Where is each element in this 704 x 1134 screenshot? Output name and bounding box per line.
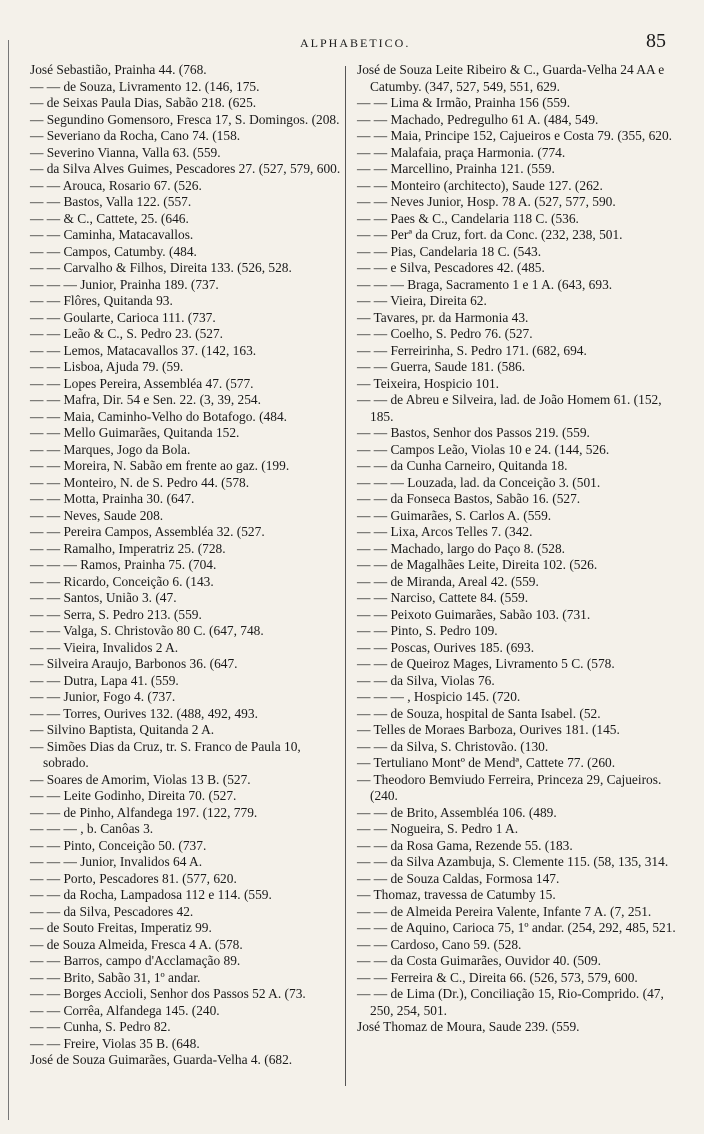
directory-entry: — — Moreira, N. Sabão em frente ao gaz. (199. xyxy=(30,458,290,473)
directory-entry: — — Monteiro (architecto), Saude 127. (262. xyxy=(357,177,603,193)
directory-entry: — Theodoro Bemviudo Ferreira, Princeza 29, Cajueiros. (240. xyxy=(357,771,662,803)
running-title: ALPHABETICO. xyxy=(300,36,411,50)
directory-entry: — — de Aquino, Carioca 75, 1º andar. (254, 292, 485, 521. xyxy=(357,920,676,935)
directory-entry: — — Barros, campo d'Acclamação 89. xyxy=(30,953,241,968)
directory-entry: — — — Junior, Prainha 189. (737. xyxy=(30,276,219,292)
directory-entry: — — Valga, S. Christovão 80 C. (647, 748. xyxy=(30,623,264,638)
directory-entry: — — Carvalho & Filhos, Direita 133. (526, 528. xyxy=(30,260,292,275)
directory-entry: — — Pinto, Conceição 50. (737. xyxy=(30,837,207,853)
directory-entry: — — Bastos, Senhor dos Passos 219. (559. xyxy=(357,425,590,440)
directory-entry: — — de Brito, Assembléa 106. (489. xyxy=(357,804,557,820)
directory-entry: José Thomaz de Moura, Saude 239. (559. xyxy=(357,1019,580,1034)
directory-entry: — — e Silva, Pescadores 42. (485. xyxy=(357,260,545,275)
directory-entry: — — da Silva Azambuja, S. Clemente 115. (58, 135, 314. xyxy=(357,854,669,869)
directory-entry: — Severiano da Rocha, Cano 74. (158. xyxy=(30,128,241,143)
directory-entry: — — Malafaia, praça Harmonia. (774. xyxy=(357,144,566,160)
directory-entry: — — Lima & Irmão, Prainha 156 (559. xyxy=(357,95,571,110)
directory-entry: — — Borges Accioli, Senhor dos Passos 52 A. (73. xyxy=(30,986,306,1001)
page-header xyxy=(0,28,704,58)
directory-entry: — — Poscas, Ourives 185. (693. xyxy=(357,639,535,655)
directory-entry: — — Pinto, S. Pedro 109. xyxy=(357,623,498,638)
directory-entry: — — de Almeida Pereira Valente, Infante 7 A. (7, 251. xyxy=(357,903,652,919)
directory-entry: — — Vieira, Direita 62. xyxy=(357,293,487,308)
directory-entry: — — de Magalhães Leite, Direita 102. (526. xyxy=(357,557,598,572)
directory-entry: — — Cunha, S. Pedro 82. xyxy=(30,1019,171,1034)
directory-entry: — — Campos, Catumby. (484. xyxy=(30,243,197,259)
directory-entry: — — de Souza, hospital de Santa Isabel. (52. xyxy=(357,705,601,721)
directory-entry: — — Junior, Fogo 4. (737. xyxy=(30,689,176,704)
directory-entry: — — Guerra, Saude 181. (586. xyxy=(357,359,526,374)
directory-entry: — — Flôres, Quitanda 93. xyxy=(30,293,173,308)
directory-entry: — Tavares, pr. da Harmonia 43. xyxy=(357,309,529,325)
directory-entry: — — Vieira, Invalidos 2 A. xyxy=(30,639,179,655)
directory-entry: — — da Fonseca Bastos, Sabão 16. (527. xyxy=(357,491,581,506)
directory-entry: — — Guimarães, S. Carlos A. (559. xyxy=(357,507,552,523)
directory-entry: — Silvino Baptista, Quitanda 2 A. xyxy=(30,722,215,737)
directory-entry: — — Pias, Candelaria 18 C. (543. xyxy=(357,243,542,259)
directory-entry: — — & C., Cattete, 25. (646. xyxy=(30,210,189,226)
directory-entry: — — Bastos, Valla 122. (557. xyxy=(30,194,192,209)
directory-entry: — — Motta, Prainha 30. (647. xyxy=(30,491,195,506)
directory-entry: — — Ricardo, Conceição 6. (143. xyxy=(30,573,214,589)
directory-entry: — — — Louzada, lad. da Conceição 3. (501. xyxy=(357,474,601,490)
directory-entry: — — Neves Junior, Hosp. 78 A. (527, 577, 590. xyxy=(357,194,616,209)
directory-entry: — — da Silva, Violas 76. xyxy=(357,672,495,688)
directory-entry: — — de Miranda, Areal 42. (559. xyxy=(357,573,539,589)
directory-entry: — — Coelho, S. Pedro 76. (527. xyxy=(357,326,533,341)
directory-entry: — da Silva Alves Guimes, Pescadores 27. (527, 579, 600. xyxy=(30,161,341,176)
directory-entry: — — Marques, Jogo da Bola. xyxy=(30,441,191,457)
directory-entry: — Tertuliano Montº de Mendª, Cattete 77. (260. xyxy=(357,755,616,770)
directory-entry: — de Seixas Paula Dias, Sabão 218. (625. xyxy=(30,95,257,110)
directory-entry: — — Santos, União 3. (47. xyxy=(30,590,177,605)
directory-entry: — — Marcellino, Prainha 121. (559. xyxy=(357,161,555,176)
directory-entry: — — da Silva, Pescadores 42. xyxy=(30,903,194,919)
column-divider xyxy=(345,66,346,1086)
directory-entry: — — da Rocha, Lampadosa 112 e 114. (559. xyxy=(30,887,272,902)
directory-entry: — — Lemos, Matacavallos 37. (142, 163. xyxy=(30,342,257,358)
directory-entry: — — Ferreira & C., Direita 66. (526, 573, 579, 600. xyxy=(357,969,638,985)
directory-entry: — — Perª da Cruz, fort. da Conc. (232, 238, 501. xyxy=(357,227,623,242)
directory-entry: — — Maia, Principe 152, Cajueiros e Costa 79. (355, 620. xyxy=(357,128,673,143)
right-column xyxy=(357,62,687,1036)
directory-entry: José de Souza Leite Ribeiro & C., Guarda-Velha 24 AA e Catumby. (347, 527, 549, 551, 629. xyxy=(357,62,665,94)
directory-entry: — — — Braga, Sacramento 1 e 1 A. (643, 693. xyxy=(357,276,613,292)
directory-entry: — — Brito, Sabão 31, 1º andar. xyxy=(30,969,201,985)
directory-entry: — — Machado, largo do Paço 8. (528. xyxy=(357,540,566,556)
directory-entry: — — de Pinho, Alfandega 197. (122, 779. xyxy=(30,804,258,820)
directory-entry: — — Lisboa, Ajuda 79. (59. xyxy=(30,359,184,374)
margin-rule xyxy=(8,40,9,1120)
directory-entry: — — Freire, Violas 35 B. (648. xyxy=(30,1035,200,1051)
directory-entry: — — de Souza, Livramento 12. (146, 175. xyxy=(30,78,260,94)
directory-entry: — — Neves, Saude 208. xyxy=(30,507,164,523)
directory-entry: — — Corrêa, Alfandega 145. (240. xyxy=(30,1002,220,1018)
directory-entry: — — da Costa Guimarães, Ouvidor 40. (509. xyxy=(357,953,601,968)
directory-entry: — — de Souza Caldas, Formosa 147. xyxy=(357,870,560,886)
directory-entry: — — Peixoto Guimarães, Sabão 103. (731. xyxy=(357,606,591,622)
directory-entry: — Simões Dias da Cruz, tr. S. Franco de Paula 10, sobrado. xyxy=(30,738,301,770)
directory-entry: — Thomaz, travessa de Catumby 15. xyxy=(357,887,556,902)
directory-entry: — Silveira Araujo, Barbonos 36. (647. xyxy=(30,656,238,671)
directory-entry: — — Arouca, Rosario 67. (526. xyxy=(30,177,202,193)
directory-entry: — — Dutra, Lapa 41. (559. xyxy=(30,672,179,688)
directory-entry: — — Campos Leão, Violas 10 e 24. (144, 526. xyxy=(357,441,610,457)
directory-entry: — — Torres, Ourives 132. (488, 492, 493. xyxy=(30,705,258,721)
directory-entry: — — — Ramos, Prainha 75. (704. xyxy=(30,557,217,572)
directory-entry: — de Souza Almeida, Fresca 4 A. (578. xyxy=(30,936,243,952)
directory-entry: — — Mello Guimarães, Quitanda 152. xyxy=(30,425,240,440)
directory-entry: — — da Silva, S. Christovão. (130. xyxy=(357,738,549,754)
directory-entry: — — Leite Godinho, Direita 70. (527. xyxy=(30,788,237,803)
directory-entry: — — Porto, Pescadores 81. (577, 620. xyxy=(30,870,237,886)
directory-entry: — de Souto Freitas, Imperatiz 99. xyxy=(30,920,212,935)
directory-entry: — — Machado, Pedregulho 61 A. (484, 549. xyxy=(357,111,599,127)
directory-entry: — Segundino Gomensoro, Fresca 17, S. Domingos. (208. xyxy=(30,111,340,127)
directory-entry: — — de Lima (Dr.), Conciliação 15, Rio-Comprido. (47, 250, 254, 501. xyxy=(357,986,664,1018)
directory-entry: — — Serra, S. Pedro 213. (559. xyxy=(30,606,202,622)
directory-entry: José Sebastião, Prainha 44. (768. xyxy=(30,62,207,77)
directory-entry: — — de Queiroz Mages, Livramento 5 C. (578. xyxy=(357,656,615,671)
directory-entry: — — — , Hospicio 145. (720. xyxy=(357,689,521,704)
directory-entry: — — Nogueira, S. Pedro 1 A. xyxy=(357,821,519,836)
directory-entry: — — Mafra, Dir. 54 e Sen. 22. (3, 39, 254. xyxy=(30,392,261,407)
directory-entry: — Telles de Moraes Barboza, Ourives 181. (145. xyxy=(357,722,620,737)
directory-entry: — Severino Vianna, Valla 63. (559. xyxy=(30,144,221,160)
directory-entry: — — Pereira Campos, Assembléa 32. (527. xyxy=(30,524,265,539)
directory-entry: — — da Cunha Carneiro, Quitanda 18. xyxy=(357,458,568,473)
page-number: 85 xyxy=(646,30,666,52)
left-column xyxy=(30,62,348,1069)
directory-entry: — — — Junior, Invalidos 64 A. xyxy=(30,854,203,869)
directory-entry: — — Lopes Pereira, Assembléa 47. (577. xyxy=(30,375,254,391)
directory-entry: — — Cardoso, Cano 59. (528. xyxy=(357,936,522,952)
directory-entry: — — Goularte, Carioca 111. (737. xyxy=(30,309,216,325)
directory-entry: — — Lixa, Arcos Telles 7. (342. xyxy=(357,524,533,539)
directory-entry: José de Souza Guimarães, Guarda-Velha 4. (682. xyxy=(30,1052,293,1067)
directory-entry: — — da Rosa Gama, Rezende 55. (183. xyxy=(357,837,573,853)
directory-entry: — — Ramalho, Imperatriz 25. (728. xyxy=(30,540,226,556)
directory-entry: — — Leão & C., S. Pedro 23. (527. xyxy=(30,326,224,341)
directory-entry: — — Monteiro, N. de S. Pedro 44. (578. xyxy=(30,474,250,490)
directory-entry: — — — , b. Canôas 3. xyxy=(30,821,154,836)
directory-entry: — — Caminha, Matacavallos. xyxy=(30,227,194,242)
directory-entry: — — Paes & C., Candelaria 118 C. (536. xyxy=(357,210,579,226)
directory-entry: — Soares de Amorim, Violas 13 B. (527. xyxy=(30,771,251,787)
directory-entry: — — Ferreirinha, S. Pedro 171. (682, 694. xyxy=(357,342,587,358)
directory-entry: — — de Abreu e Silveira, lad. de João Homem 61. (152, 185. xyxy=(357,392,662,424)
directory-entry: — — Narciso, Cattete 84. (559. xyxy=(357,590,529,605)
directory-entry: — — Maia, Caminho-Velho do Botafogo. (484. xyxy=(30,408,287,424)
directory-entry: — Teixeira, Hospicio 101. xyxy=(357,375,499,391)
